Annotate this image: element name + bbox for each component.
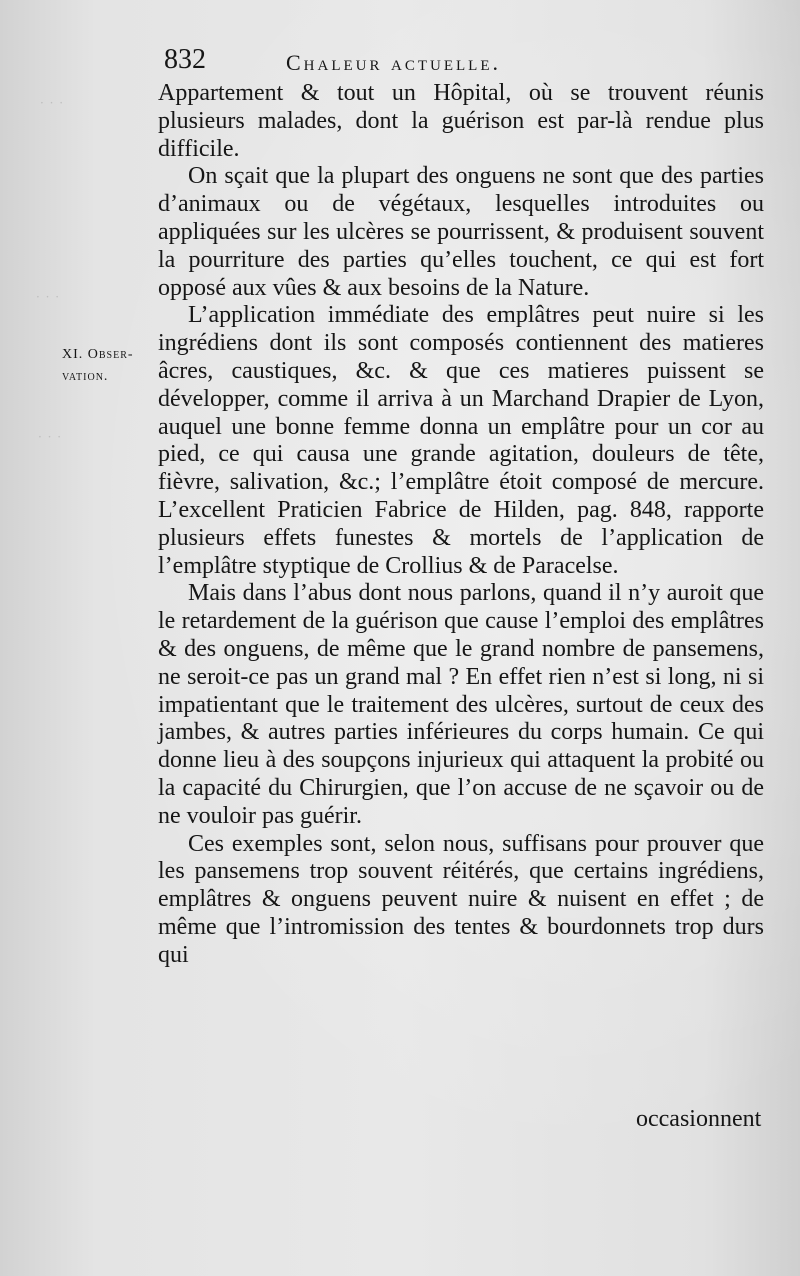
paragraph-emplatres: L’application immédiate des emplâtres peut nuire si les ingrédiens dont ils sont composés contiennent des matieres âcres, caustiques, &c. & que ces matieres puissent se développer, comme il arriva à un Marchand Drapier de Lyon, auquel une bonne femme donna un emplâtre pour un cor au pied, ce qui causa une grande agitation, douleurs de tête, fièvre, salivation, &c.; l’emplâtre étoit composé de mercure. L’excellent Praticien Fabrice de Hilden, pag. 848, rapporte plusieurs effets funestes & mortels de l’application de l’emplâtre styptique de Crollius & de Paracelse. <box>158 302 764 579</box>
paragraph-abus: Mais dans l’abus dont nous parlons, quand il n’y auroit que le retardement de la guérison que cause l’emploi des emplâtres & des onguens, de même que le grand nombre de pansemens, ne seroit-ce pas un grand mal ? En effet rien n’est si long, ni si impatientant que le traitement des ulcères, surtout de ceux des jambes, & autres parties inférieures du corps humain. Ce qui donne lieu à des soupçons injurieux qui attaquent la probité ou la capacité du Chirurgien, que l’on accuse de ne sçavoir ou de ne vouloir pas guérir. <box>158 580 764 829</box>
show-through-mark: · · · <box>38 430 63 444</box>
page-number: 832 <box>164 44 206 75</box>
main-text <box>158 80 764 970</box>
running-title: Chaleur actuelle. <box>286 50 501 75</box>
show-through-mark: · · · <box>36 290 61 304</box>
paragraph-exemples: Ces exemples sont, selon nous, suffisans pour prouver que les pansemens trop souvent réitérés, que certains ingrédiens, emplâtres & onguens peuvent nuire & nuisent en effet ; de même que l’intromission des tentes & bourdonnets trop durs qui <box>158 830 764 968</box>
catchword: occasionnent <box>636 1106 762 1132</box>
paragraph-continuation: Appartement & tout un Hôpital, où se trouvent réunis plusieurs malades, dont la guérison est par-là rendue plus difficile. <box>158 80 764 162</box>
paragraph-onguens: On sçait que la plupart des onguens ne sont que des parties d’animaux ou de végétaux, lesquelles introduites ou appliquées sur les ulcères se pourrissent, & produisent souvent la pourriture des parties qu’elles touchent, ce qui est fort opposé aux vûes & aux besoins de la Nature. <box>158 163 764 301</box>
show-through-mark: · · · <box>40 96 65 110</box>
page-header <box>164 44 634 76</box>
marginal-note: XI. Obser-vation. <box>62 347 134 384</box>
